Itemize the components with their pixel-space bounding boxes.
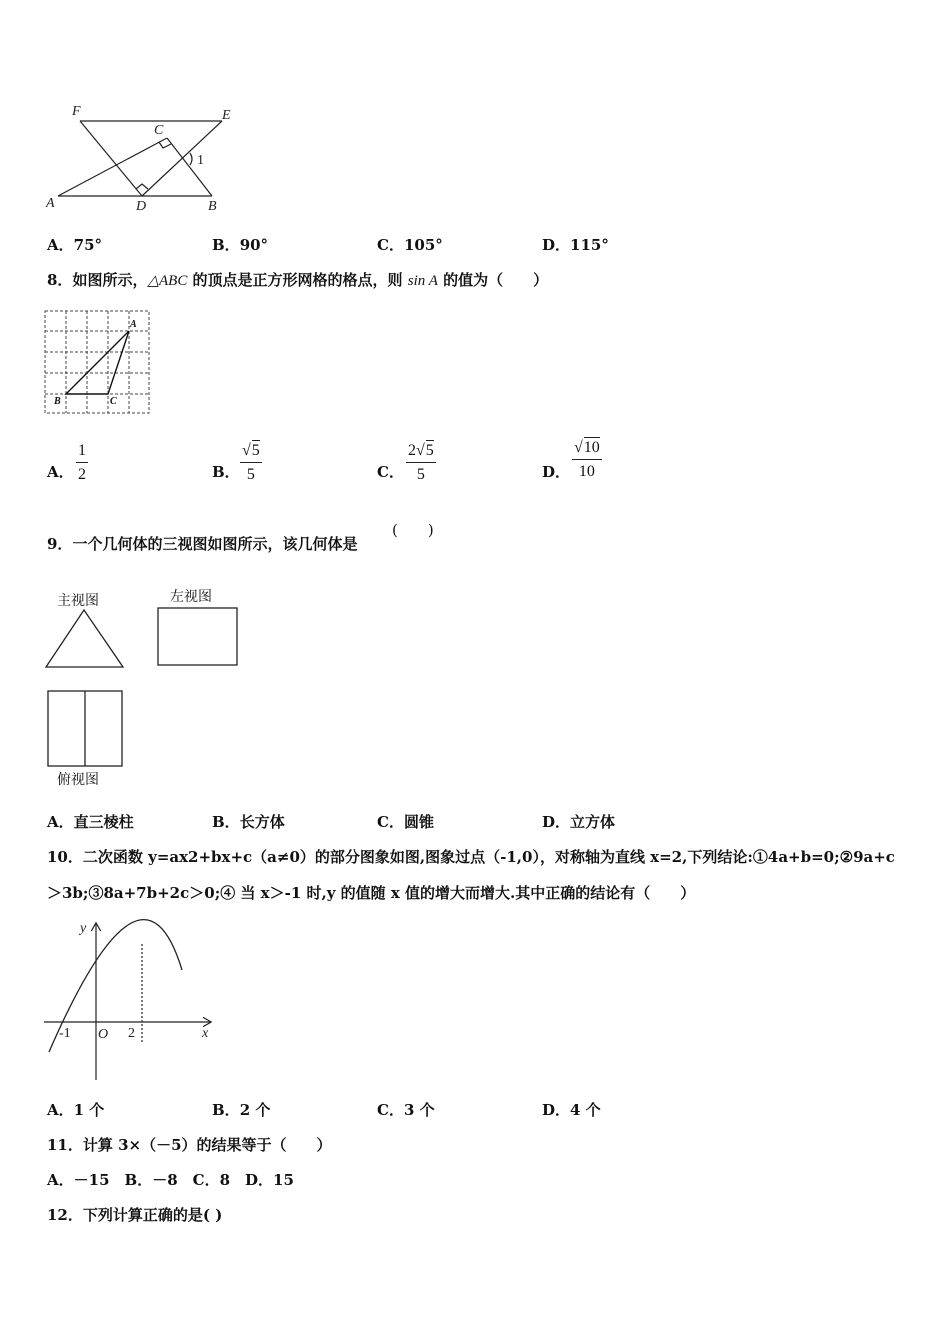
q10-label-neg1: -1 <box>59 1026 71 1041</box>
q10-option-d: D．4 个 <box>542 1101 601 1119</box>
q11-stem: 11．计算 3×（－5）的结果等于（ ） <box>47 1136 332 1154</box>
q7-label-B: B <box>208 199 217 214</box>
q9-option-a: A．直三棱柱 <box>47 813 134 831</box>
q8-option-b-fraction: $\frac{√5}{5}$ <box>242 442 260 483</box>
q9-stem: 9．一个几何体的三视图如图所示，该几何体是 <box>47 535 358 553</box>
q9-front-view-label: 主视图 <box>57 593 99 609</box>
q8-option-d-letter: D． <box>542 463 571 481</box>
q8-option-c-den: 5 <box>416 466 425 483</box>
q9-top-view <box>46 689 126 769</box>
q8-option-d-fraction: $\frac{√10}{10}$ <box>574 439 600 480</box>
q9-option-b: B．长方体 <box>212 813 285 831</box>
q8-option-a-letter: A． <box>47 463 74 481</box>
q8-label-A: A <box>130 319 137 330</box>
q10-label-2: 2 <box>128 1026 135 1041</box>
q8-option-a-den: 2 <box>78 466 86 483</box>
q8-label-C: C <box>110 396 117 407</box>
q9-front-view <box>44 608 126 670</box>
q8-grid-figure <box>44 310 154 420</box>
q9-option-c: C．圆锥 <box>377 813 434 831</box>
q7-label-F: F <box>72 104 81 119</box>
q7-label-C: C <box>154 123 164 138</box>
q7-label-1: 1 <box>197 153 204 168</box>
q8-label-B: B <box>54 396 61 407</box>
q8-option-c-coef: 2 <box>408 442 416 459</box>
q10-option-c: C．3 个 <box>377 1101 435 1119</box>
q9-top-view-label: 俯视图 <box>57 772 99 788</box>
q7-option-c: C．105° <box>377 236 443 254</box>
q8-option-c-radicand: 5 <box>425 442 434 459</box>
q12-stem: 12．下列计算正确的是( ) <box>47 1206 223 1224</box>
q9-left-view-label: 左视图 <box>170 589 212 605</box>
q8-option-a-num: 1 <box>76 443 88 463</box>
q8-option-a-fraction <box>76 443 88 483</box>
q9-option-d: D．立方体 <box>542 813 616 831</box>
q9-paren: ( ) <box>392 521 434 539</box>
q10-parabola-figure <box>42 918 222 1086</box>
q7-figure <box>40 100 250 220</box>
q10-label-O: O <box>98 1027 109 1042</box>
q10-option-b: B．2 个 <box>212 1101 271 1119</box>
q10-stem-line1: 10．二次函数 y=ax2+bx+c（a≠0）的部分图象如图,图象过点（-1,0），对称轴为直线 x=2,下列结论:①4a+b=0;②9a+c <box>47 848 895 866</box>
q7-label-D: D <box>136 199 147 214</box>
q8-option-b-den: 5 <box>246 466 255 483</box>
q8-option-b-radicand: 5 <box>251 442 260 459</box>
q7-label-E: E <box>222 108 231 123</box>
q10-stem-line2: ＞3b;③8a+7b+2c＞0;④ 当 x＞-1 时,y 的值随 x 值的增大而增大.其中正确的结论有（ ） <box>47 884 696 902</box>
q8-option-c-fraction: $\frac{2√5}{5}$ <box>408 442 434 483</box>
q7-option-a: A．75° <box>47 236 103 254</box>
q10-label-y: y <box>80 921 87 936</box>
q9-left-view <box>156 606 240 668</box>
q8-option-b-letter: B． <box>212 463 240 481</box>
q8-option-c-letter: C． <box>377 463 404 481</box>
q10-option-a: A．1 个 <box>47 1101 105 1119</box>
q7-option-d: D．115° <box>542 236 609 254</box>
q8-option-d-radicand: 10 <box>583 439 600 456</box>
q11-options: A．－15 B．－8 C．8 D．15 <box>47 1171 294 1189</box>
q8-option-d-den: 10 <box>578 463 595 480</box>
q8-stem: 8．如图所示，△ABC 的顶点是正方形网格的格点，则 sin A 的值为（ ） <box>47 271 549 289</box>
q7-option-b: B．90° <box>212 236 269 254</box>
q7-label-A: A <box>46 196 55 211</box>
q10-label-x: x <box>202 1026 209 1041</box>
